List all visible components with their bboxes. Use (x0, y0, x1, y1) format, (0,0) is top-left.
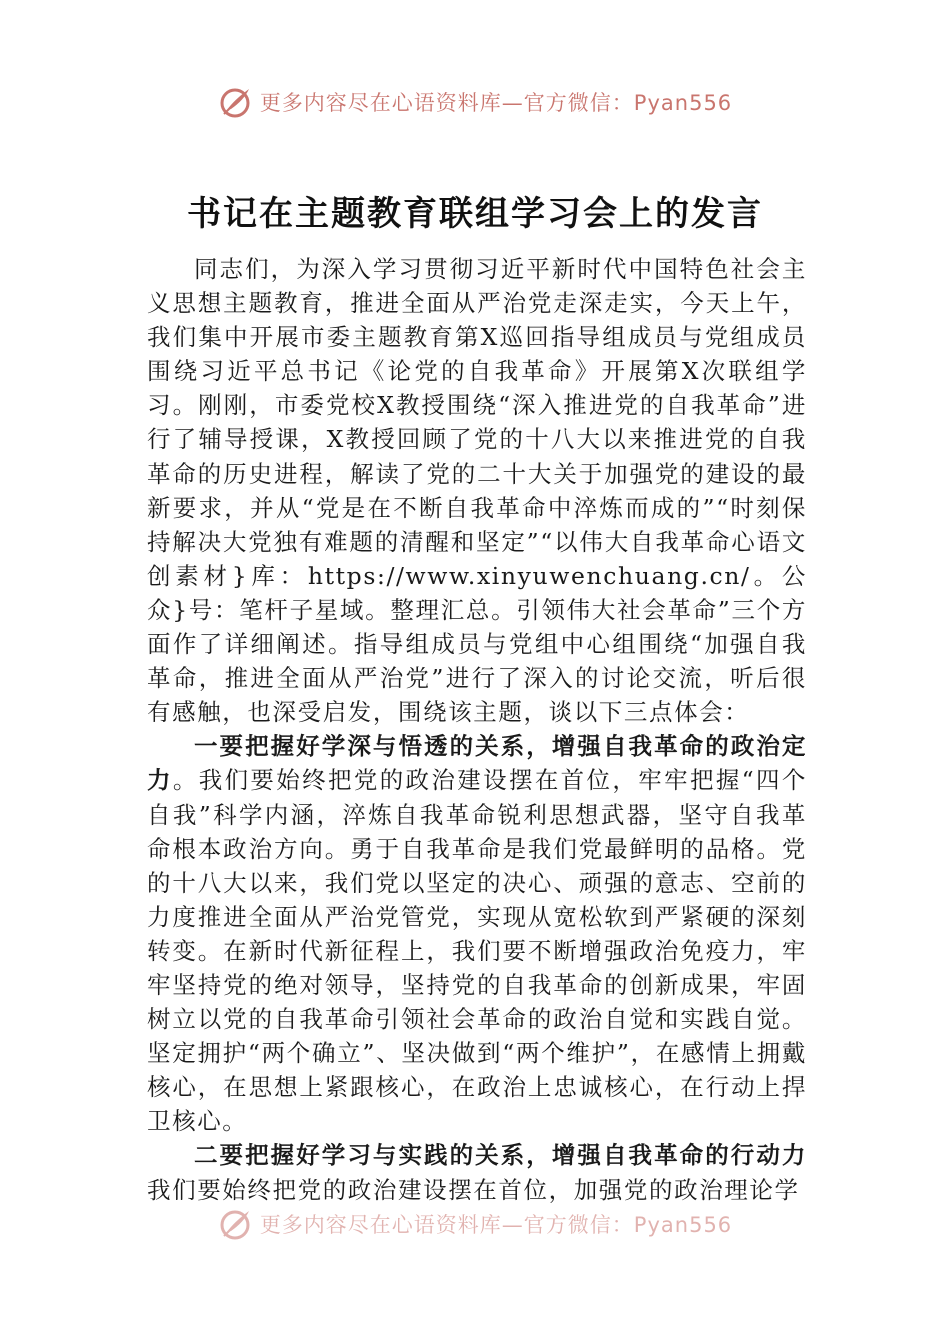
quill-logo-icon (218, 84, 254, 120)
point-two-body: 我们要始终把党的政治建设摆在首位，加强党的政治理论学 (147, 1175, 800, 1204)
document-title: 书记在主题教育联组学习会上的发言 (187, 194, 763, 234)
paragraph-point-one (147, 729, 807, 1138)
watermark-bottom (0, 1204, 950, 1244)
point-two-heading: 二要把握好学习与实践的关系，增强自我革命的行动力 (194, 1141, 807, 1170)
watermark-text: 更多内容尽在心语资料库—官方微信：Pyan556 (259, 1213, 733, 1237)
paragraph-point-two (147, 1138, 807, 1206)
document-body (147, 252, 807, 1207)
quill-logo-icon (218, 1206, 254, 1242)
paragraph-intro: 同志们，为深入学习贯彻习近平新时代中国特色社会主义思想主题教育，推进全面从严治党走深走实，今天上午，我们集中开展市委主题教育第X巡回指导组成员与党组成员围绕习近平总书记《论党的自我革命》开展第X次联组学习。刚刚，市委党校X教授围绕“深入推进党的自我革命”进行了辅导授课，X教授回顾了党的十八大以来推进党的自我革命的历史进程，解读了党的二十大关于加强党的建设的最新要求，并从“党是在不断自我革命中淬炼而成的”“时刻保持解决大党独有难题的清醒和坚定”“以伟大自我革命心语文创素材}库：https://www.xinyuwenchuang.cn/。公众}号：笔杆子星域。整理汇总。引领伟大社会革命”三个方面作了详细阐述。指导组成员与党组中心组围绕“加强自我革命，推进全面从严治党”进行了深入的讨论交流，听后很有感触，也深受启发，围绕该主题，谈以下三点体会： (147, 255, 807, 727)
watermark-top (0, 82, 950, 122)
point-one-body: 。我们要始终把党的政治建设摆在首位，牢牢把握“四个自我”科学内涵，淬炼自我革命锐利思想武器，坚守自我革命根本政治方向。勇于自我革命是我们党最鲜明的品格。党的十八大以来，我们党以坚定的决心、顽强的意志、空前的力度推进全面从严治党管党，实现从宽松软到严紧硬的深刻转变。在新时代新征程上，我们要不断增强政治免疫力，牢牢坚持党的绝对领导，坚持党的自我革命的创新成果，牢固树立以党的自我革命引领社会革命的政治自觉和实践自觉。坚定拥护“两个确立”、坚决做到“两个维护”，在感情上拥戴核心，在思想上紧跟核心，在政治上忠诚核心，在行动上捍卫核心。 (147, 766, 807, 1136)
watermark-text: 更多内容尽在心语资料库—官方微信：Pyan556 (259, 91, 733, 115)
point-one-heading: 一要把握好学深与悟透的关系，增强自我革命的政治定力 (147, 732, 807, 795)
